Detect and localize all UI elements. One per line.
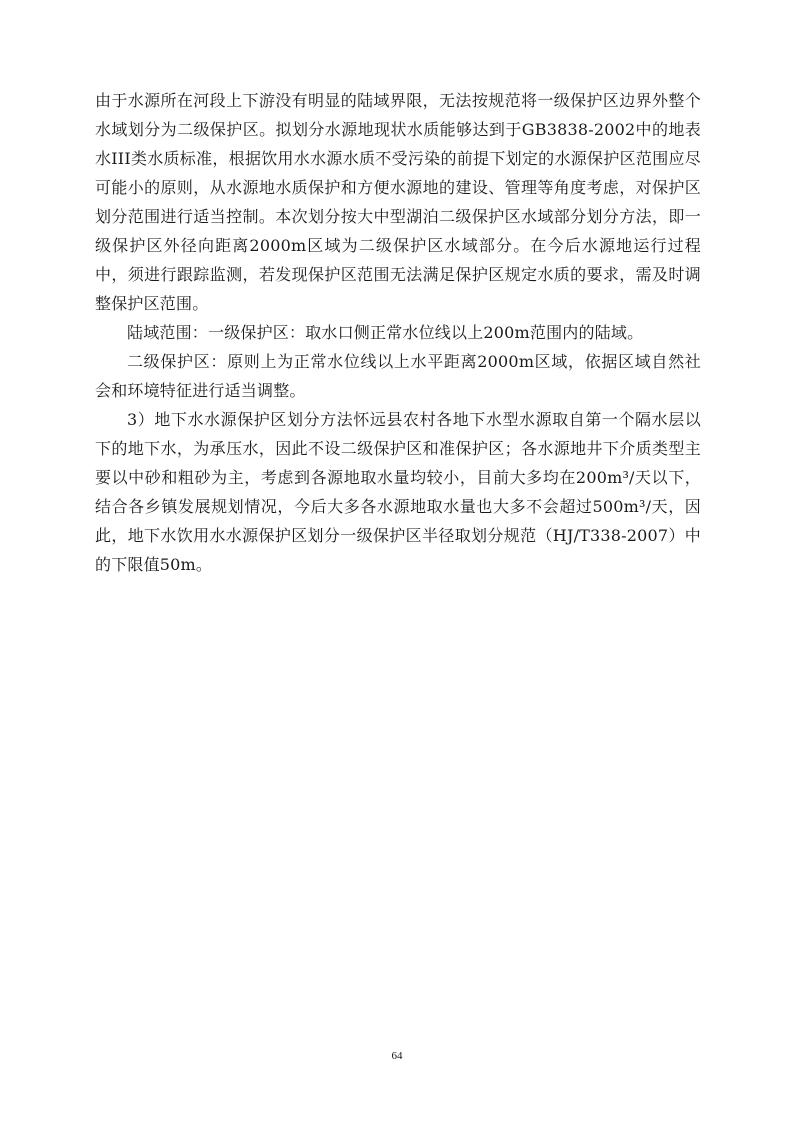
paragraph-groundwater-method: 3）地下水水源保护区划分方法怀远县农村各地下水型水源取自第一个隔水层以下的地下水，为承压水，因此不设二级保护区和准保护区；各水源地井下介质类型主要以中砂和粗砂为主，考虑到各源地取水量均较小，目前大多均在200m³/天以下，结合各乡镇发展规划情况，今后大多各水源地取水量也大多不会超过500m³/天，因此，地下水饮用水水源保护区划分一级保护区半径取划分规范（HJ/T338-2007）中的下限值50m。 xyxy=(95,410,701,574)
paragraph-secondary-protection-zone: 二级保护区：原则上为正常水位线以上水平距离2000m区域，依据区域自然社会和环境特征进行适当调整。 xyxy=(95,352,701,400)
page-number: 64 xyxy=(391,1050,403,1062)
paragraph-groundwater-text-continuation: 由于水源所在河段上下游没有明显的陆域界限，无法按规范将一级保护区边界外整个水域划分为二级保护区。拟划分水源地现状水质能够达到于GB3838-2002中的地表水III类水质标准，根据饮用水水源水质不受污染的前提下划定的水源保护区范围应尽可能小的原则，从水源地水质保护和方便水源地的建设、管理等角度考虑，对保护区划分范围进行适当控制。本次划分按大中型湖泊二级保护区水域部分划分方法，即一级保护区外径向距离2000m区域为二级保护区水域部分。在今后水源地运行过程中，须进行跟踪监测，若发现保护区范围无法满足保护区规定水质的要求，需及时调整保护区范围。 xyxy=(95,91,701,313)
body-text xyxy=(95,86,701,579)
paragraph-land-area-scope: 陆域范围：一级保护区：取水口侧正常水位线以上200m范围内的陆域。 xyxy=(127,323,644,342)
